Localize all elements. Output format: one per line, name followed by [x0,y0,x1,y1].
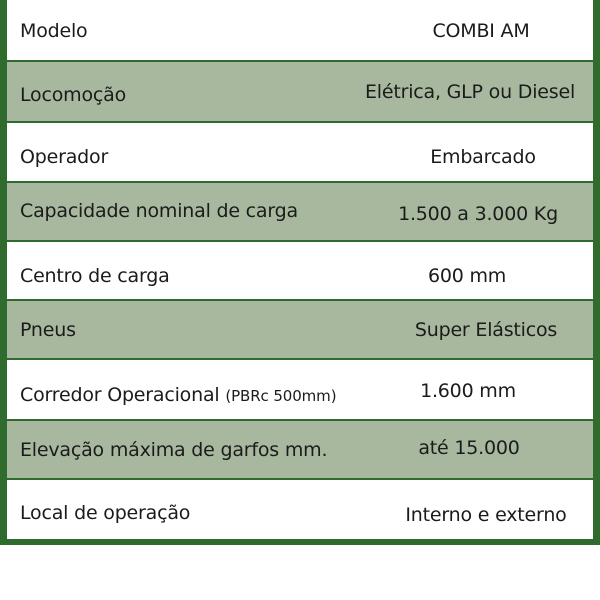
row-value: 1.500 a 3.000 Kg [398,203,558,225]
table-row-local-de-operacao [7,480,593,539]
row-value: COMBI AM [432,20,530,42]
row-value: Interno e externo [405,504,567,526]
row-value: Elétrica, GLP ou Diesel [364,81,576,103]
row-label: Operador [20,146,109,168]
row-label-note: (PBRc 500mm) [225,387,337,405]
table-row-elevacao [7,421,593,478]
table-row-locomocao [7,62,593,121]
row-label-text: Corredor Operacional [20,384,220,406]
row-label: Modelo [20,20,88,42]
row-label: Elevação máxima de garfos mm. [20,439,328,461]
row-label: Capacidade nominal de carga [20,200,298,222]
table-row-capacidade [7,183,593,240]
row-label [20,384,336,407]
row-value: Embarcado [430,146,536,168]
row-value: 600 mm [427,265,507,287]
table-row-corredor-operacional [7,360,593,419]
row-label: Pneus [20,319,76,341]
table-row-operador [7,123,593,181]
row-label: Local de operação [20,502,191,524]
row-value: 1.600 mm [420,380,516,402]
row-label: Centro de carga [20,265,170,287]
row-value: Super Elásticos [414,319,558,341]
table-row-pneus [7,301,593,358]
row-value: até 15.000 [418,437,520,459]
table-row-centro-de-carga [7,242,593,299]
table-row-modelo [7,0,593,60]
row-label: Locomoção [20,84,126,106]
